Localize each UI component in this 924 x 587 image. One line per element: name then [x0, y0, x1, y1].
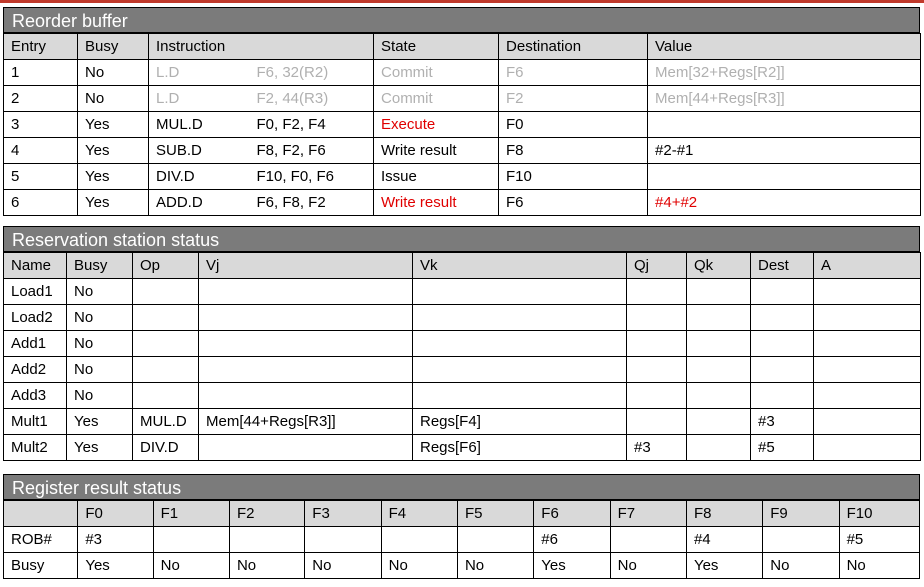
reorder-buffer-panel [3, 7, 920, 216]
reg-cell [610, 527, 686, 553]
rob-busy: No [78, 86, 149, 112]
rs-vk [413, 383, 627, 409]
rs-vk: Regs[F6] [413, 435, 627, 461]
rs-vk [413, 331, 627, 357]
reg-header-row [4, 501, 920, 527]
rs-dest: #3 [751, 409, 814, 435]
rs-vk: Regs[F4] [413, 409, 627, 435]
rob-entry: 1 [4, 60, 78, 86]
rs-header-qk: Qk [687, 253, 751, 279]
reg-cell [763, 527, 839, 553]
rs-busy: No [67, 357, 133, 383]
rs-vj [199, 331, 413, 357]
reservation-station-table [3, 252, 921, 461]
rs-qj [627, 279, 687, 305]
rs-row [4, 435, 921, 461]
reg-header-cell: F4 [381, 501, 457, 527]
reg-header-cell: F5 [457, 501, 533, 527]
rs-header-dest: Dest [751, 253, 814, 279]
rs-vj: Mem[44+Regs[R3]] [199, 409, 413, 435]
rs-busy: No [67, 331, 133, 357]
rs-vk [413, 305, 627, 331]
reg-header-cell: F8 [686, 501, 762, 527]
rob-header-entry: Entry [4, 34, 78, 60]
register-status-title: Register result status [3, 474, 920, 500]
rob-state: Commit [374, 60, 499, 86]
rob-header-destination: Destination [499, 34, 648, 60]
rs-a [814, 409, 921, 435]
rs-header-op: Op [133, 253, 199, 279]
reg-header-cell: F2 [229, 501, 304, 527]
rob-header-row [4, 34, 921, 60]
rs-op: DIV.D [133, 435, 199, 461]
rob-busy: Yes [78, 138, 149, 164]
reg-cell [457, 527, 533, 553]
reg-header-cell [4, 501, 78, 527]
rob-header-busy: Busy [78, 34, 149, 60]
reg-row [4, 553, 920, 579]
rob-row [4, 86, 921, 112]
rs-vj [199, 383, 413, 409]
reg-row-label: ROB# [4, 527, 78, 553]
rob-busy: Yes [78, 164, 149, 190]
rob-op: MUL.D [149, 112, 250, 138]
rs-op [133, 279, 199, 305]
rob-busy: Yes [78, 112, 149, 138]
rob-entry: 4 [4, 138, 78, 164]
register-status-panel [3, 474, 920, 579]
rob-operands: F0, F2, F4 [250, 112, 374, 138]
rs-row [4, 357, 921, 383]
rob-row [4, 190, 921, 216]
reg-header-cell: F10 [839, 501, 919, 527]
rs-op [133, 357, 199, 383]
rob-operands: F6, 32(R2) [250, 60, 374, 86]
rs-a [814, 357, 921, 383]
reg-cell [153, 527, 229, 553]
rob-row [4, 164, 921, 190]
rs-qj: #3 [627, 435, 687, 461]
rs-header-row [4, 253, 921, 279]
rs-header-qj: Qj [627, 253, 687, 279]
rob-operands: F8, F2, F6 [250, 138, 374, 164]
rob-destination: F8 [499, 138, 648, 164]
rob-value: Mem[32+Regs[R2]] [648, 60, 921, 86]
rob-value: #4+#2 [648, 190, 921, 216]
reg-row-label: Busy [4, 553, 78, 579]
reservation-station-panel [3, 226, 920, 461]
reg-header-cell: F0 [78, 501, 153, 527]
rob-value [648, 112, 921, 138]
reg-cell: Yes [78, 553, 153, 579]
rob-value [648, 164, 921, 190]
reg-cell: Yes [534, 553, 610, 579]
reg-cell: No [763, 553, 839, 579]
rob-entry: 5 [4, 164, 78, 190]
rs-op [133, 383, 199, 409]
rob-state: Write result [374, 190, 499, 216]
rob-op: ADD.D [149, 190, 250, 216]
reg-cell: No [153, 553, 229, 579]
rs-row [4, 279, 921, 305]
rs-vk [413, 279, 627, 305]
rs-dest: #5 [751, 435, 814, 461]
rob-header-state: State [374, 34, 499, 60]
rob-header-instruction: Instruction [149, 34, 374, 60]
rob-entry: 2 [4, 86, 78, 112]
rs-header-vj: Vj [199, 253, 413, 279]
rs-row [4, 331, 921, 357]
rs-a [814, 435, 921, 461]
rs-qk [687, 409, 751, 435]
rs-qk [687, 435, 751, 461]
rob-entry: 3 [4, 112, 78, 138]
rs-op [133, 305, 199, 331]
rob-destination: F6 [499, 190, 648, 216]
rs-row [4, 409, 921, 435]
top-rule [0, 0, 924, 3]
reg-cell: No [457, 553, 533, 579]
rob-state: Execute [374, 112, 499, 138]
rs-busy: Yes [67, 435, 133, 461]
rob-op: L.D [149, 86, 250, 112]
rs-dest [751, 383, 814, 409]
rs-op [133, 331, 199, 357]
rs-qj [627, 409, 687, 435]
rob-busy: No [78, 60, 149, 86]
rs-header-name: Name [4, 253, 67, 279]
rs-a [814, 383, 921, 409]
rs-header-vk: Vk [413, 253, 627, 279]
rob-destination: F0 [499, 112, 648, 138]
rs-vj [199, 435, 413, 461]
rs-header-a: A [814, 253, 921, 279]
rs-a [814, 279, 921, 305]
reg-header-cell: F6 [534, 501, 610, 527]
rs-dest [751, 331, 814, 357]
reg-header-cell: F3 [305, 501, 381, 527]
reg-cell: No [610, 553, 686, 579]
rs-name: Mult2 [4, 435, 67, 461]
reg-cell: #5 [839, 527, 919, 553]
rs-qk [687, 305, 751, 331]
rs-qj [627, 331, 687, 357]
rs-header-busy: Busy [67, 253, 133, 279]
rs-busy: Yes [67, 409, 133, 435]
rob-row [4, 60, 921, 86]
rs-qk [687, 331, 751, 357]
rob-destination: F2 [499, 86, 648, 112]
rob-destination: F6 [499, 60, 648, 86]
reservation-station-title: Reservation station status [3, 226, 920, 252]
rs-vj [199, 357, 413, 383]
reg-cell: No [305, 553, 381, 579]
reg-header-cell: F7 [610, 501, 686, 527]
rob-state: Write result [374, 138, 499, 164]
rob-entry: 6 [4, 190, 78, 216]
rs-busy: No [67, 279, 133, 305]
rob-row [4, 112, 921, 138]
rs-busy: No [67, 305, 133, 331]
rob-row [4, 138, 921, 164]
rs-qk [687, 357, 751, 383]
rs-row [4, 383, 921, 409]
rs-qj [627, 305, 687, 331]
reg-cell: No [229, 553, 304, 579]
rob-state: Commit [374, 86, 499, 112]
reg-cell [381, 527, 457, 553]
rs-qk [687, 279, 751, 305]
rs-a [814, 305, 921, 331]
reorder-buffer-title: Reorder buffer [3, 7, 920, 33]
rs-name: Load2 [4, 305, 67, 331]
rs-qk [687, 383, 751, 409]
rs-op: MUL.D [133, 409, 199, 435]
rob-state: Issue [374, 164, 499, 190]
register-status-table [3, 500, 920, 579]
reg-cell: #3 [78, 527, 153, 553]
rob-operands: F2, 44(R3) [250, 86, 374, 112]
reg-header-cell: F1 [153, 501, 229, 527]
rob-operands: F6, F8, F2 [250, 190, 374, 216]
rob-header-value: Value [648, 34, 921, 60]
reg-cell: #4 [686, 527, 762, 553]
reg-header-cell: F9 [763, 501, 839, 527]
rob-destination: F10 [499, 164, 648, 190]
reg-cell: No [839, 553, 919, 579]
rob-busy: Yes [78, 190, 149, 216]
rs-busy: No [67, 383, 133, 409]
reg-cell [229, 527, 304, 553]
rs-dest [751, 279, 814, 305]
rs-name: Add2 [4, 357, 67, 383]
reg-cell [305, 527, 381, 553]
rs-qj [627, 383, 687, 409]
rs-vj [199, 305, 413, 331]
rs-name: Add1 [4, 331, 67, 357]
rs-name: Add3 [4, 383, 67, 409]
rs-vj [199, 279, 413, 305]
rs-dest [751, 305, 814, 331]
rs-row [4, 305, 921, 331]
rs-vk [413, 357, 627, 383]
rs-dest [751, 357, 814, 383]
rob-value: #2-#1 [648, 138, 921, 164]
rob-op: SUB.D [149, 138, 250, 164]
rob-operands: F10, F0, F6 [250, 164, 374, 190]
reg-cell: No [381, 553, 457, 579]
rs-name: Mult1 [4, 409, 67, 435]
rs-qj [627, 357, 687, 383]
reg-row [4, 527, 920, 553]
reorder-buffer-table [3, 33, 921, 216]
rob-op: DIV.D [149, 164, 250, 190]
rob-value: Mem[44+Regs[R3]] [648, 86, 921, 112]
reg-cell: Yes [686, 553, 762, 579]
rs-a [814, 331, 921, 357]
rob-op: L.D [149, 60, 250, 86]
reg-cell: #6 [534, 527, 610, 553]
rs-name: Load1 [4, 279, 67, 305]
